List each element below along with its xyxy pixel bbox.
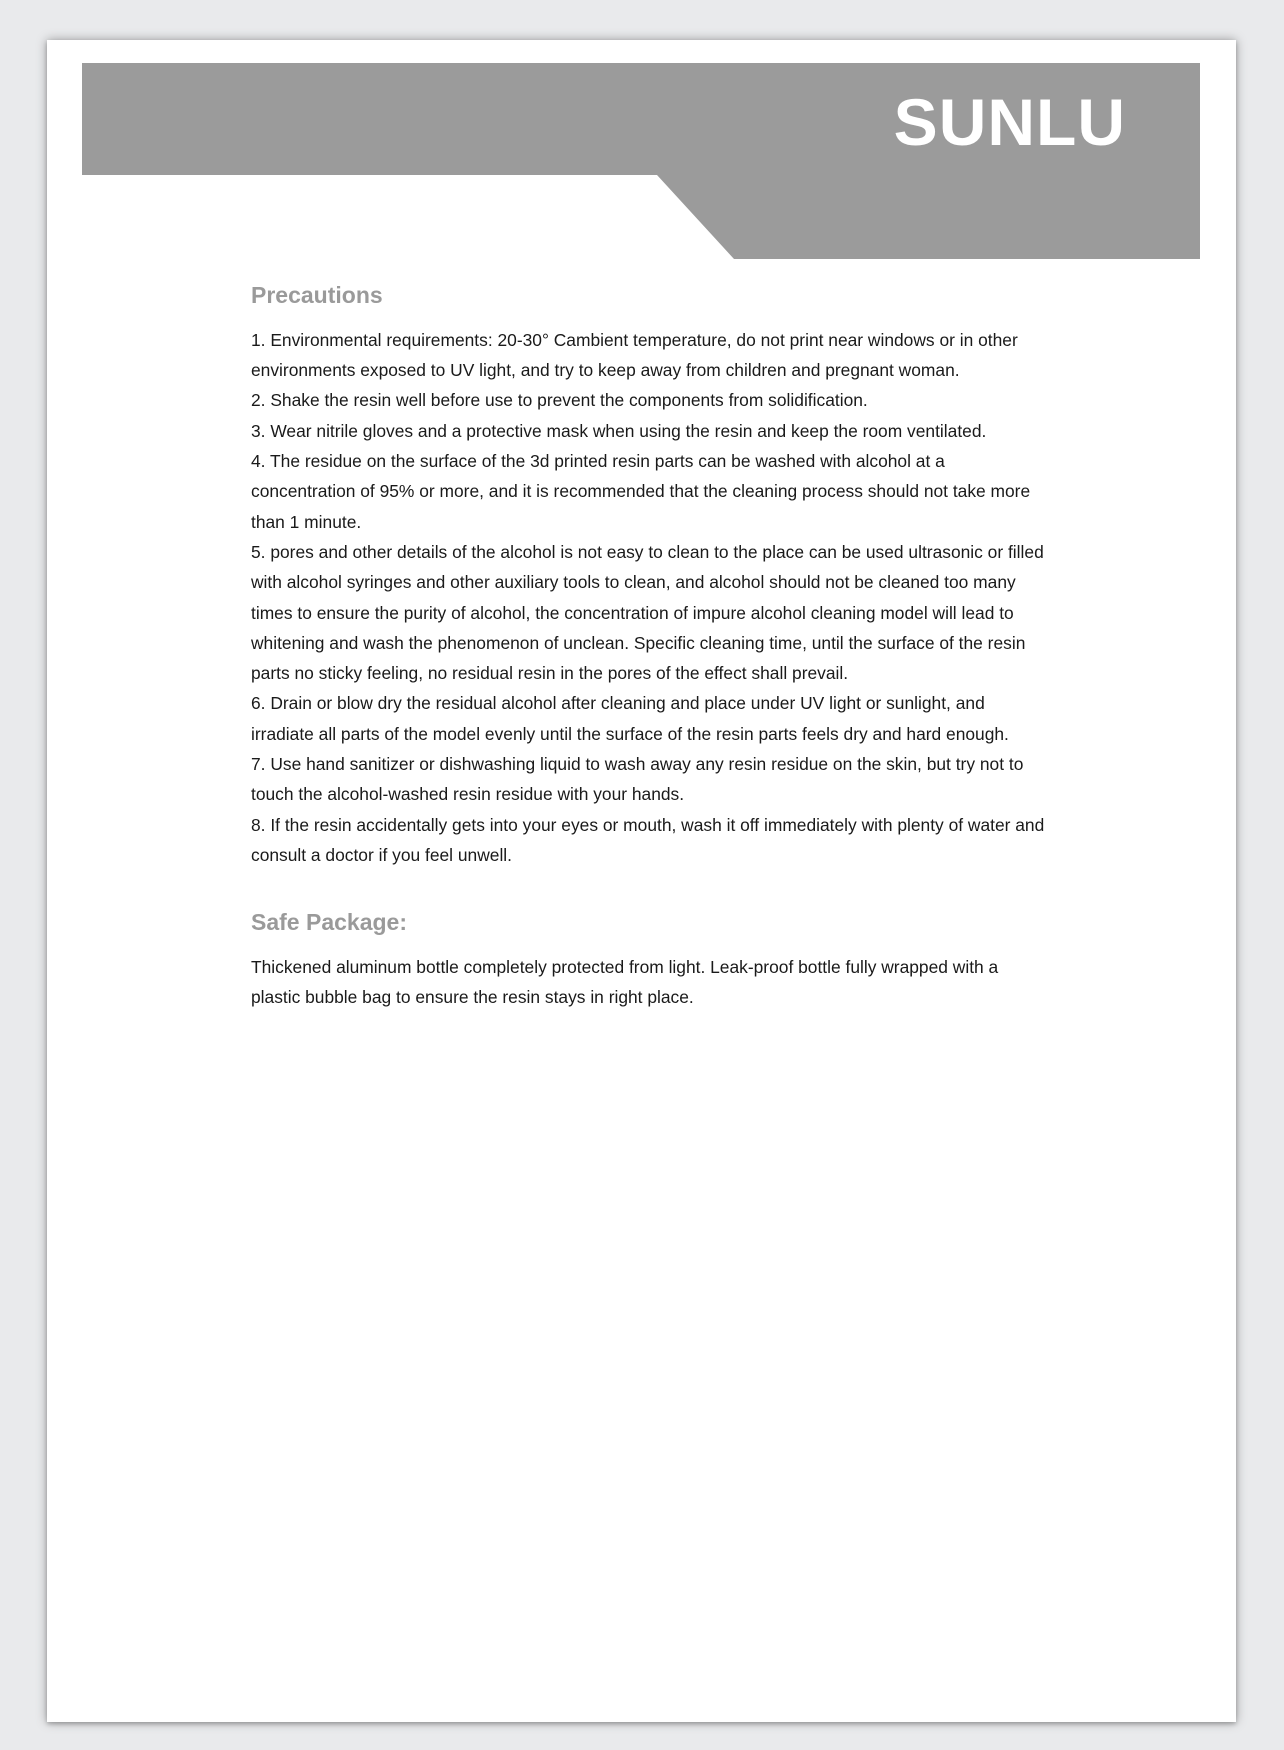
precaution-item-7: 7. Use hand sanitizer or dishwashing liquid to wash away any resin residue on the skin, but try not to touch the alcohol-washed resin residue with your hands. <box>251 754 1024 805</box>
precaution-item-1: 1. Environmental requirements: 20-30° Cambient temperature, do not print near windows or in other environments exposed to UV light, and try to keep away from children and pregnant woman. <box>251 329 1018 381</box>
header-banner <box>82 63 1200 259</box>
safe-package-heading: Safe Package: <box>251 909 407 936</box>
precaution-item-2: 2. Shake the resin well before use to prevent the components from solidification. <box>251 390 868 411</box>
precaution-item-4: 4. The residue on the surface of the 3d printed resin parts can be washed with alcohol at a concentration of 95% or more, and it is recommended that the cleaning process should not take more than 1 minute. <box>251 451 1031 532</box>
safe-package-text: Thickened aluminum bottle completely protected from light. Leak-proof bottle fully wrapped with a plastic bubble bag to ensure the resin stays in right place. <box>251 957 999 1008</box>
safe-package-section <box>251 908 1051 1012</box>
document-page <box>47 40 1236 1722</box>
precautions-heading: Precautions <box>251 282 383 308</box>
precaution-item-3: 3. Wear nitrile gloves and a protective mask when using the resin and keep the room ventilated. <box>251 420 987 441</box>
brand-logo-text: SUNLU <box>893 85 1126 159</box>
precautions-section <box>251 281 1051 870</box>
main-content <box>251 281 1051 1013</box>
precaution-item-6: 6. Drain or blow dry the residual alcohol after cleaning and place under UV light or sunlight, and irradiate all parts of the model evenly until the surface of the resin parts feels dry and hard enough. <box>251 693 1009 744</box>
precaution-item-5: 5. pores and other details of the alcohol is not easy to clean to the place can be used ultrasonic or filled with alcohol syringes and other auxiliary tools to clean, and alcohol should not be cleaned too many times to ensure the purity of alcohol, the concentration of impure alcohol cleaning model will lead to whitening and wash the phenomenon of unclean. Specific cleaning time, until the surface of the resin parts no sticky feeling, no residual resin in the pores of the effect shall prevail. <box>251 541 1044 684</box>
precaution-item-8: 8. If the resin accidentally gets into your eyes or mouth, wash it off immediately with plenty of water and consult a doctor if you feel unwell. <box>251 814 1045 865</box>
